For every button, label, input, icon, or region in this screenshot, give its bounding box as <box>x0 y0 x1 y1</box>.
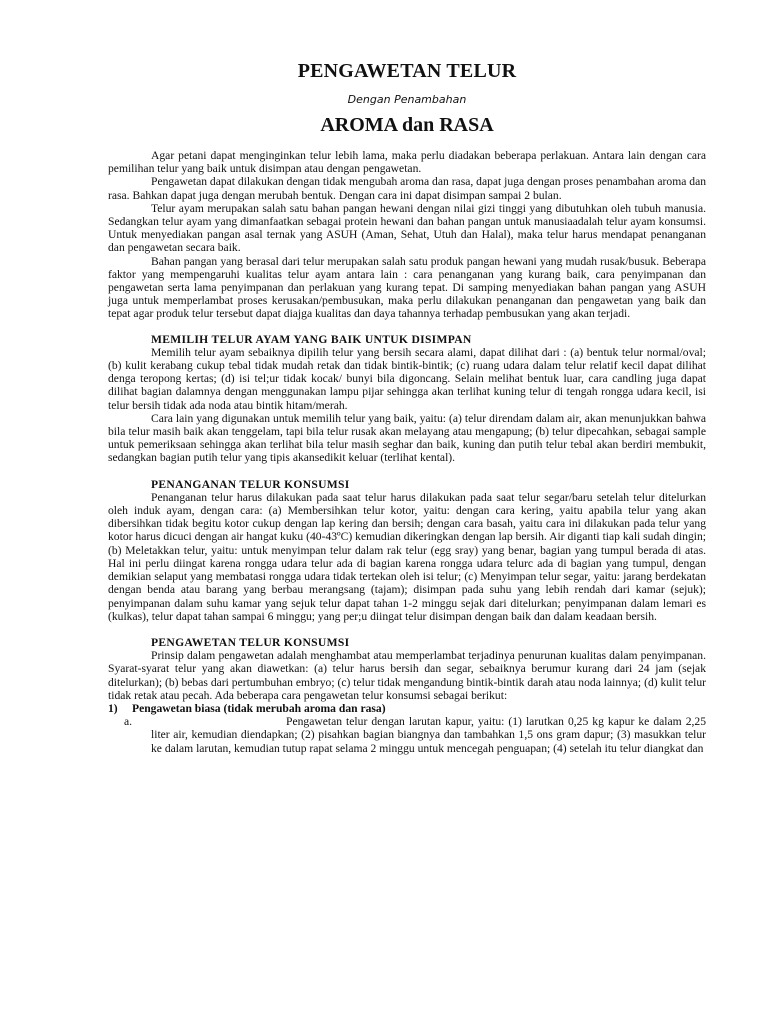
list-number: 1) <box>108 701 118 715</box>
lettered-list-item <box>124 715 706 755</box>
intro-paragraph: Telur ayam merupakan salah satu bahan pangan hewani dengan nilai gizi tinggi yang dibutuhkan oleh tubuh manusia. Sedangkan telur ayam yang dimanfaatkan sebagai protein hewani dan bahan pangan untuk manusiaadalah telur ayam konsumsi. Untuk menyediakan pangan asal ternak yang ASUH (Aman, Sehat, Utuh dan Halal), maka telur harus mendapat penanganan dan pengawetan secara baik. <box>108 201 706 255</box>
intro-paragraph: Pengawetan dapat dilakukan dengan tidak mengubah aroma dan rasa, dapat juga dengan proses penambahan aroma dan rasa. Bahkan dapat juga dengan merubah bentuk. Dengan cara ini dapat disimpan sampai 2 bulan. <box>108 175 707 202</box>
section-paragraph: Memilih telur ayam sebaiknya dipilih telur yang bersih secara alami, dapat dilihat dari : (a) bentuk telur normal/oval; (b) kulit kerabang cukup tebal tidak mudah retak dan tidak bintik-bintik; (c) ruang udara dalam telur relatif kecil dapat dilihat denga teropong kertas; (d) isi tel;ur tidak kocak/ bunyi bila digoncang. Selain melihat bentuk luar, cara candling juga dapat dilihat bagian dalamnya dengan menggunakan lampu pijar sehingga akan terlihat kuning telur di tengah rongga udara kecil, isi telur bersih tidak ada noda atau bintik hitam/merah. <box>108 345 706 412</box>
document-title: PENGAWETAN TELUR <box>297 60 517 82</box>
list-letter: a. <box>124 715 133 729</box>
section-heading-pengawetan: PENGAWETAN TELUR KONSUMSI <box>151 635 350 649</box>
section-paragraph: Prinsip dalam pengawetan adalah menghambat atau memperlambat terjadinya penurunan kualitas dalam penyimpanan. Syarat-syarat telur yang akan diawetkan: (a) telur harus bersih dan segar, sebaiknya berumur kurang dari 24 jam (sejak ditelurkan); (b) bebas dari pertumbuhan embryo; (c) telur tidak mengandung bintik-bintik darah atau noda lainnya; (d) kulit telur tidak retak atau pecah. Ada beberapa cara pengawetan telur konsumsi sebagai berikut: <box>108 649 706 702</box>
section-heading-penanganan: PENANGANAN TELUR KONSUMSI <box>151 477 350 491</box>
document-title-secondary: AROMA dan RASA <box>320 114 494 136</box>
numbered-list-item <box>108 702 706 715</box>
intro-paragraph: Bahan pangan yang berasal dari telur merupakan salah satu produk pangan hewani yang mudah rusak/busuk. Beberapa faktor yang mempengaruhi kualitas telur ayam antara lain : cara penanganan yang kurang baik, cara penyimpanan dan pengawetan serta lama penyimpanan dan perlakuan yang kurang tepat. Di samping menyediakan bahan pangan yang ASUH juga untuk memperlambat proses kerusakan/pembusukan, maka perlu dilakukan penanganan dan pengawetan yang baik dan tepat agar produk telur tersebut dapat diajga kualitas dan daya tahannya terhadap pembusukan yang akan terjadi. <box>108 254 706 321</box>
section-paragraph: Penanganan telur harus dilakukan pada saat telur harus dilakukan pada saat telur segar/baru setelah telur ditelurkan oleh induk ayam, dengan cara: (a) Membersihkan telur kotor, yaitu: dengan cara kering, yaitu apabila telur yang akan dibersihkan tidak begitu kotor cukup dengan lap kering dan bersih; dengan cara basah, yaitu cara ini dilakukan pada telur yang kotor harus dicuci dengan air hangat kuku (40-43ºC) kemudian dikeringkan dengan lap bersih. Air diganti tiap kali sudah dingin; (b) Meletakkan telur, yaitu: untuk menyimpan telur dalam rak telur (egg sray) yang benar, bagian yang tumpul berada di atas. Hal ini perlu diingat karena rongga udara telur ada di bagian karena rongga udara telurc ada di bagian yang tumpul, dengan demikian selaput yang membatasi rongga udara tidak tertekan oleh isi telur; (c) Menyimpan telur segar, yaitu: jarang berdekatan dengan benda atau barang yang berbau merangsang (tajam); disimpan pada suhu yang lebih rendah dari kamar (sejuk); penyimpanan dalam suhu kamar yang sejuk telur dapat tahan 1-2 minggu sejak dari ditelurkan; penyimpanan dalam lemari es (kulkas), telur dapat tahan sampai 6 minggu; yang per;u diingat telur disimpan dengan baik dan dalam keadaan bersih. <box>108 490 706 623</box>
section-heading-memilih: MEMILIH TELUR AYAM YANG BAIK UNTUK DISIMPAN <box>151 332 472 346</box>
section-paragraph: Cara lain yang digunakan untuk memilih telur yang baik, yaitu: (a) telur direndam dalam air, akan menunjukkan bahwa bila telur masih baik akan tenggelam, tapi bila telur rusak akan melayang atau mengapung; (b) telur dipecahkan, sebagai sample untuk pemeriksaan sehingga akan terlihat bila telur masih seghar dan baik, kuning dan putih telur tebal akan berdiri membukit, sedangkan bagian putih telur yang tipis akansedikit keluar (terlihat kental). <box>108 411 706 465</box>
intro-paragraph: Agar petani dapat menginginkan telur lebih lama, maka perlu diadakan beberapa perlakuan. Antara lain dengan cara pemilihan telur yang baik untuk disimpan atau dengan pengawetan. <box>108 149 706 176</box>
document-subtitle: Dengan Penambahan <box>347 93 467 106</box>
list-item-text: Pengawetan telur dengan larutan kapur, yaitu: (1) larutkan 0,25 kg kapur ke dalam 2,25 liter air, kemudian diendapkan; (2) pisahkan bagian biangnya dan tambahkan 1,5 ons gram dapur; (3) masukkan telur ke dalam larutan, kemudian tutup rapat selama 2 minggu untuk mencegah penguapan; (4) setelah itu telur diangkat dan <box>151 715 706 755</box>
list-item-label: Pengawetan biasa (tidak merubah aroma dan rasa) <box>132 701 386 715</box>
